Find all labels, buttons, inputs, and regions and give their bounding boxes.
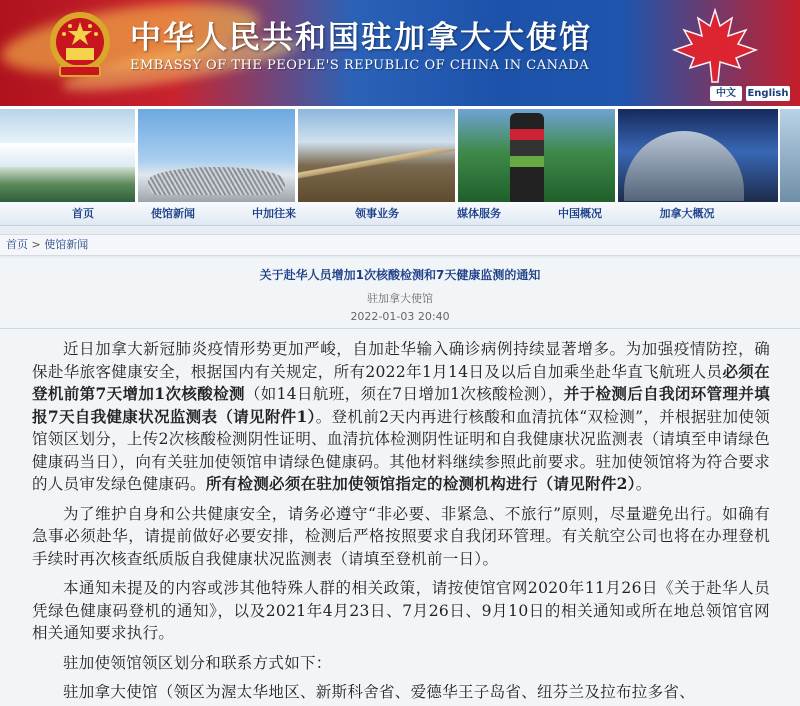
article-panel <box>0 258 800 706</box>
main-nav <box>0 202 800 226</box>
paragraph-5: 驻加拿大使馆（领区为渥太华地区、新斯科舍省、爱德华王子岛省、纽芬兰及拉布拉多省、 <box>63 683 696 701</box>
national-emblem-icon <box>48 10 112 82</box>
nav-about-china[interactable]: 中国概况 <box>558 207 602 220</box>
paragraph-4: 驻加使领馆领区划分和联系方式如下： <box>63 653 332 672</box>
article-source: 驻加拿大使馆 <box>367 292 433 305</box>
paragraph-3: 本通知未提及的内容或涉其他特殊人群的相关政策，请按使馆官网2020年11月26日《关于赴华人员凭绿色健康码登机的通知》，以及2021年4月23日、7月26日、9月10日的相关通知或所在地总领馆官网相关通知要求执行。 <box>32 579 770 642</box>
site-title-cn: 中华人民共和国驻加拿大大使馆 <box>130 20 592 56</box>
divider <box>0 328 800 329</box>
paragraph-1: 近日加拿大新冠肺炎疫情形势更加严峻，自加赴华输入确诊病例持续显著增多。为加强疫情防控，确保赴华旅客健康安全，根据国内有关规定，所有2022年1月14日及以后自加乘坐赴华直飞航班人员必须在登机前第7天增加1次核酸检测（如14日航班，须在7日增加1次核酸检测），并于检测后自我闭环管理并填报7天自我健康状况监测表（请见附件1）。登机前2天内再进行核酸和血清抗体“双检测”，并根据驻加使领馆领区划分，上传2次核酸检测阴性证明、血清抗体检测阴性证明和自我健康状况监测表（请填至申请绿色健康码当日），向有关驻加使领馆申请绿色健康码。其他材料继续参照此前要求。驻加使领馆将为符合要求的人员审发绿色健康码。所有检测必须在驻加使领馆指定的检测机构进行（请见附件2）。 <box>32 340 770 493</box>
photo-niagara-falls <box>0 109 135 203</box>
photo-national-theatre <box>618 109 778 203</box>
site-header <box>0 0 800 106</box>
paragraph-2: 为了维护自身和公共健康安全，请务必遵守“非必要、非紧急、不旅行”原则，尽量避免出行。如确有急事必须赴华，请提前做好必要安排，检测后严格按照要求自我闭环管理。有关航空公司也将在办理登机手续时再次核查纸质版自我健康状况监测表（请填至登机前一日）。 <box>32 504 770 568</box>
lang-chinese-button[interactable]: 中文 <box>710 86 742 101</box>
nav-consular-affairs[interactable]: 领事业务 <box>355 207 399 220</box>
nav-about-canada[interactable]: 加拿大概况 <box>659 207 715 220</box>
photo-totem-pole <box>458 109 615 203</box>
photo-strip <box>0 106 800 202</box>
breadcrumb-home[interactable]: 首页 <box>6 238 28 251</box>
nav-home[interactable]: 首页 <box>72 207 94 220</box>
lang-english-button[interactable]: English <box>747 88 789 99</box>
photo-birds-nest-stadium <box>138 109 295 203</box>
maple-leaf-icon <box>660 6 770 86</box>
nav-china-canada-relations[interactable]: 中加往来 <box>252 207 296 220</box>
article-title: 关于赴华人员增加1次核酸检测和7天健康监测的通知 <box>259 268 541 282</box>
article-date: 2022-01-03 20:40 <box>350 310 450 323</box>
photo-partial <box>780 109 800 203</box>
breadcrumb <box>0 234 800 256</box>
breadcrumb-separator: > <box>31 238 41 251</box>
nav-embassy-news[interactable]: 使馆新闻 <box>151 207 195 220</box>
breadcrumb-current[interactable]: 使馆新闻 <box>44 238 89 251</box>
photo-great-wall <box>298 109 455 203</box>
article-body <box>32 338 770 706</box>
site-title-en: EMBASSY OF THE PEOPLE'S REPUBLIC OF CHINA IN CANADA <box>130 58 590 73</box>
nav-media-services[interactable]: 媒体服务 <box>457 207 501 220</box>
